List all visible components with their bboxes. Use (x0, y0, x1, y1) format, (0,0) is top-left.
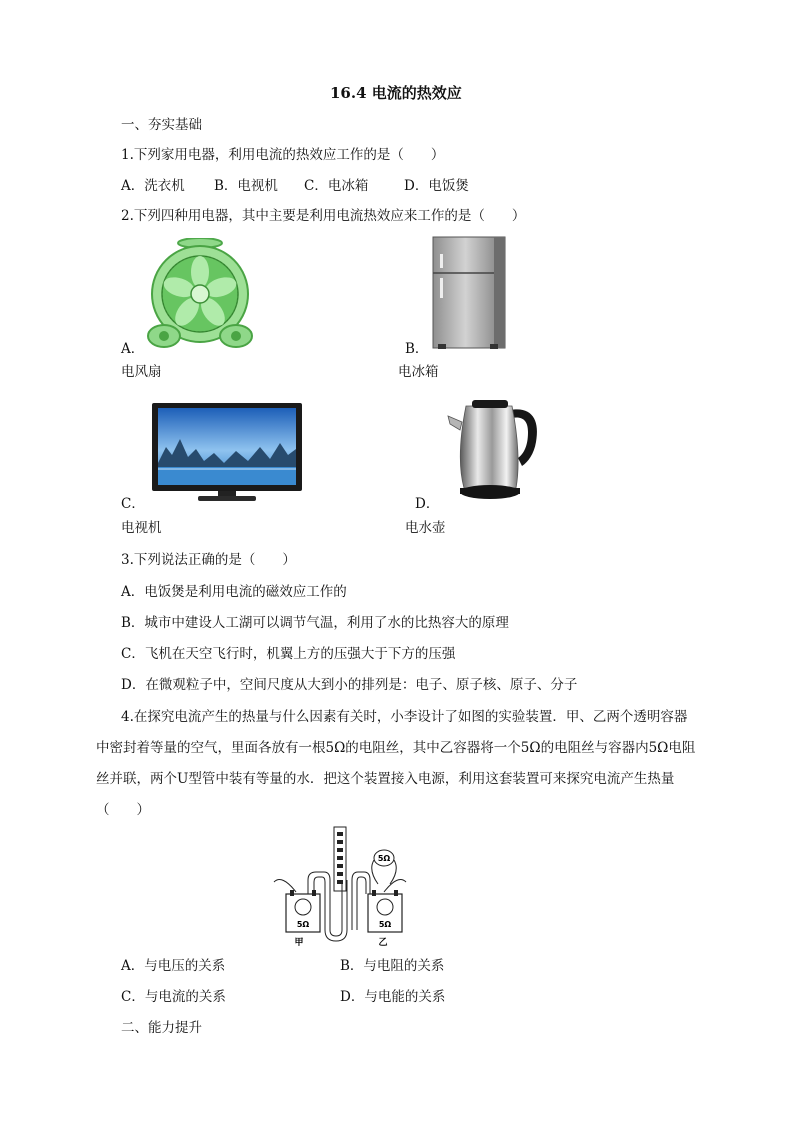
q4-option-b: B．与电阻的关系 (340, 958, 445, 974)
question-1-stem: 1.下列家用电器，利用电流的热效应工作的是（ ） (121, 147, 445, 163)
q2-option-a-letter: A． (121, 341, 145, 357)
electric-fan-image (146, 238, 254, 350)
q2-option-c-letter: C． (121, 496, 145, 512)
q3-option-a: A．电饭煲是利用电流的磁效应工作的 (121, 584, 347, 600)
joule-heating-apparatus-diagram (270, 826, 410, 950)
q1-option-c: C．电冰箱 (304, 178, 369, 194)
question-2-stem: 2.下列四种用电器，其中主要是利用电流热效应来工作的是（ ） (121, 208, 526, 224)
fig-label-jia: 甲 (294, 938, 304, 948)
section-heading-1: 一、夯实基础 (121, 117, 202, 133)
q2-option-d-letter: D． (415, 496, 440, 512)
q1-option-b: B．电视机 (214, 178, 278, 194)
q3-option-d: D．在微观粒子中，空间尺度从大到小的排列是：电子、原子核、原子、分子 (121, 677, 578, 693)
q2-option-d-name: 电水壶 (405, 520, 446, 536)
q4-option-a: A．与电压的关系 (121, 958, 226, 974)
section-heading-2: 二、能力提升 (121, 1020, 202, 1036)
question-3-stem: 3.下列说法正确的是（ ） (121, 552, 296, 568)
fig-label-right-resistor: 5Ω (378, 920, 392, 929)
fig-label-left-resistor: 5Ω (296, 920, 310, 929)
question-4-stem: 4.在探究电流产生的热量与什么因素有关时，小李设计了如图的实验装置．甲、乙两个透明容器中密封着等量的空气，里面各放有一根5Ω的电阻丝，其中乙容器将一个5Ω的电阻丝与容器内5Ω电阻丝并联，两个U型管中装有等量的水．把这个装置接入电源，利用这套装置可来探究电流产生热量（ ） (96, 709, 696, 818)
q2-option-c-name: 电视机 (121, 520, 162, 536)
fig-label-outside-resistor: 5Ω (377, 854, 391, 863)
refrigerator-image (432, 236, 508, 350)
fig-label-yi: 乙 (378, 938, 388, 948)
q4-option-c: C．与电流的关系 (121, 989, 226, 1005)
q4-option-d: D．与电能的关系 (340, 989, 446, 1005)
q3-option-b: B．城市中建设人工湖可以调节气温，利用了水的比热容大的原理 (121, 615, 509, 631)
q2-option-b-letter: B． (405, 341, 429, 357)
page-title: 16.4 电流的热效应 (330, 84, 462, 102)
q1-option-d: D．电饭煲 (404, 178, 469, 194)
q2-option-b-name: 电冰箱 (398, 364, 439, 380)
electric-kettle-image (446, 396, 542, 504)
q2-option-a-name: 电风扇 (121, 364, 162, 380)
q1-option-a: A．洗衣机 (121, 178, 185, 194)
television-image (152, 403, 302, 503)
q3-option-c: C．飞机在天空飞行时，机翼上方的压强大于下方的压强 (121, 646, 456, 662)
